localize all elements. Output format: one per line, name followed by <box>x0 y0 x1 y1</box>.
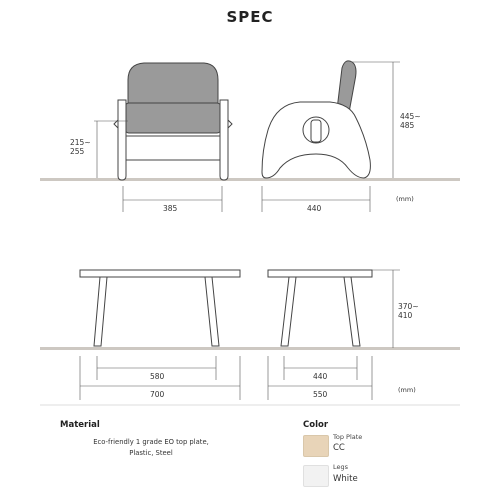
chair-depth-label: 440 <box>307 204 322 213</box>
chair-side-view <box>262 61 400 212</box>
chair-front-view <box>40 63 460 212</box>
top-plate-value: CC <box>333 443 345 453</box>
chair-total-height-label: 445~ 485 <box>400 112 421 130</box>
chair-width-label: 385 <box>163 204 178 213</box>
table-side-view <box>268 270 400 400</box>
table-front-view <box>40 270 460 400</box>
legs-value: White <box>333 474 358 484</box>
chair-seat-height-label: 215~ 255 <box>70 138 91 156</box>
table-side-leg-span-label: 440 <box>313 372 328 381</box>
top-plate-label: Top Plate <box>333 433 363 441</box>
color-heading: Color <box>303 420 329 430</box>
material-heading: Material <box>60 420 100 430</box>
material-line: Plastic, Steel <box>129 449 173 457</box>
table-width-label: 550 <box>313 390 328 399</box>
material-description <box>76 437 226 459</box>
table-height-label: 370~ 410 <box>398 302 419 320</box>
legs-label: Legs <box>333 463 349 471</box>
table-leg-span-label: 580 <box>150 372 165 381</box>
page-title: SPEC <box>226 8 274 26</box>
table-unit-label: (mm) <box>398 386 416 394</box>
top-plate-swatch <box>303 435 329 457</box>
material-line: Eco-friendly 1 grade EO top plate, <box>93 438 209 446</box>
table-length-label: 700 <box>150 390 165 399</box>
chair-unit-label: (mm) <box>396 195 414 203</box>
legs-swatch <box>303 465 329 487</box>
